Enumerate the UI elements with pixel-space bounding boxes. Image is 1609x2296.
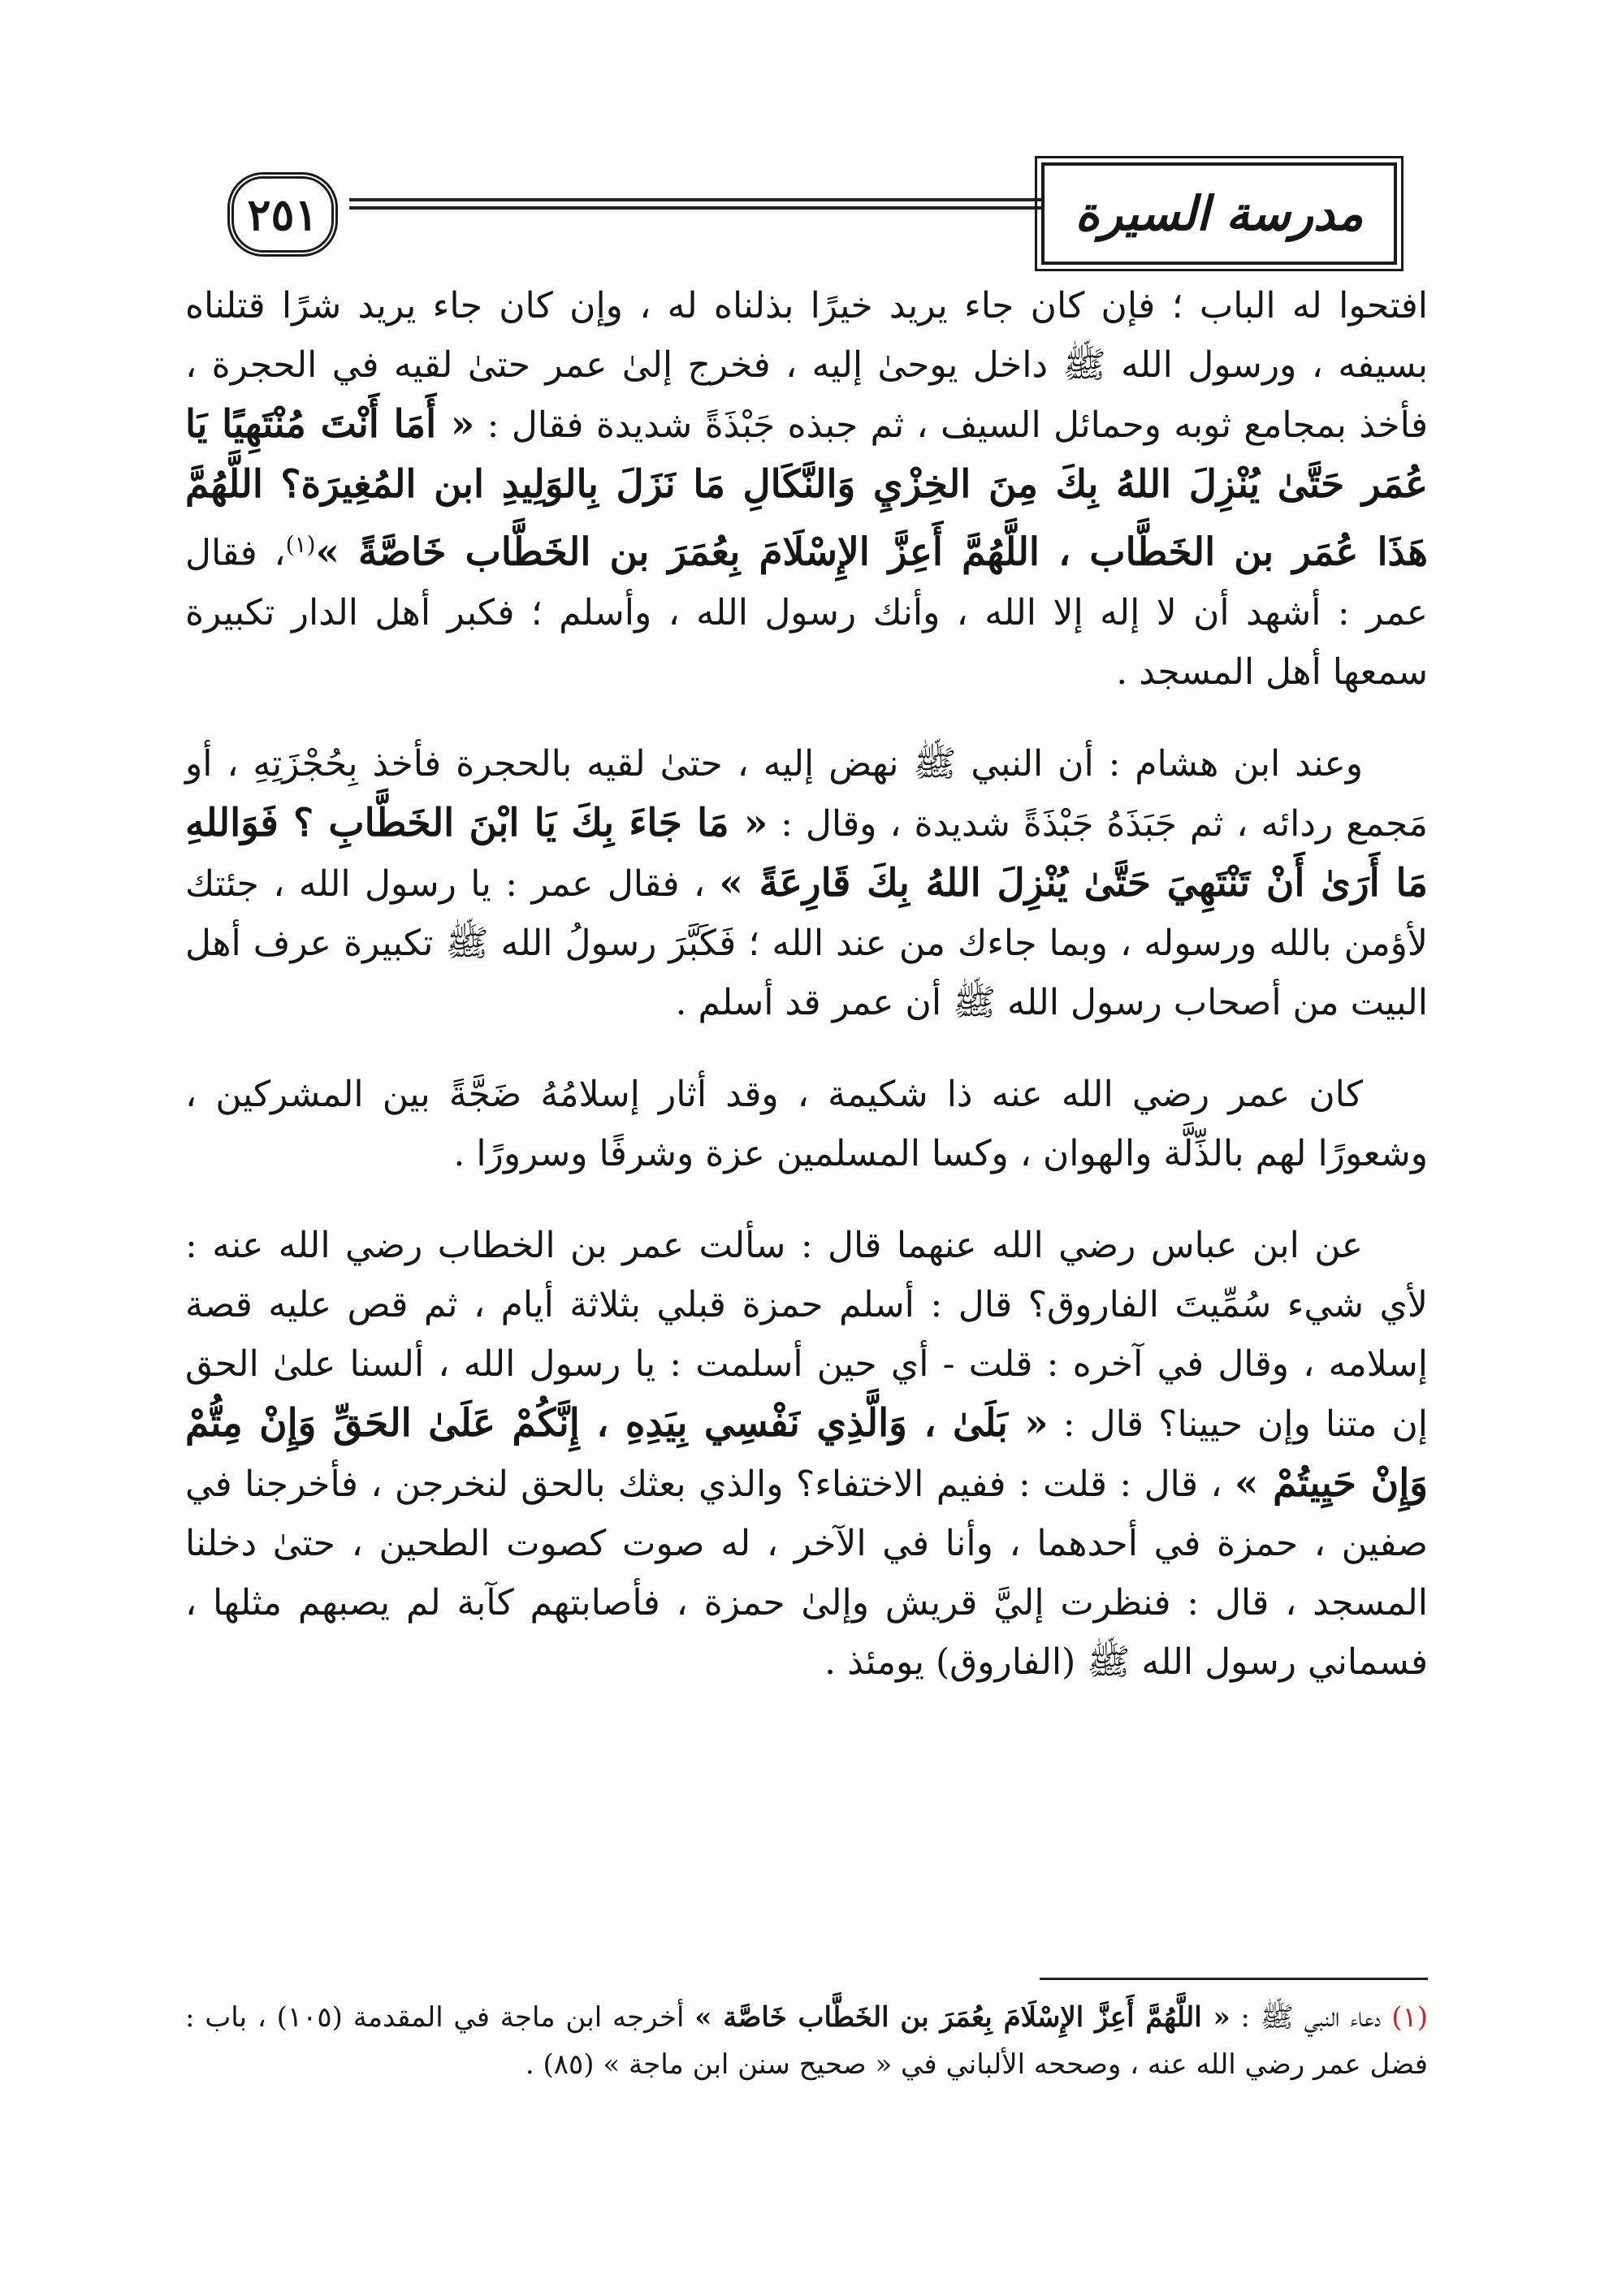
- running-title: مدرسة السيرة: [1041, 162, 1397, 265]
- text-segment: وعند ابن هشام : أن النبي ﷺ نهض إليه ، حتىٰ لقيه بالحجرة فأخذ بِحُجْزَتِهِ ، أو مَجمع ردائه ، ثم جَبَذَهُ جَبْذَةً شديدة ، وقال :: [185, 742, 1428, 845]
- paragraph-4: [185, 1216, 1428, 1692]
- text-segment: ، فقال عمر : يا رسول الله ، جئتك لأؤمن بالله ورسوله ، وبما جاءك من عند الله ؛ فَكَبَّرَ رسولُ الله ﷺ تكبيرة عرف أهل البيت من أصحاب رسول الله ﷺ أن عمر قد أسلم .: [185, 863, 1428, 1023]
- main-text: [185, 276, 1428, 1724]
- text-segment: ، فقال عمر : أشهد أن لا إله إلا الله ، وأنك رسول الله ، وأسلم ؛ فكبر أهل الدار تكبيرة سمعها أهل المسجد .: [185, 532, 1428, 693]
- text-segment: ، قال : قلت : ففيم الاختفاء؟ والذي بعثك بالحق لنخرجن ، فأخرجنا في صفين ، حمزة في أحدهما ، وأنا في الآخر ، له صوت كصوت الطحين ، حتىٰ دخلنا المسجد ، قال : فنظرت إليَّ قريش وإلىٰ حمزة ، فأصابتهم كآبة لم يصبهم مثلها ، فسماني رسول الله ﷺ (الفاروق) يومئذ .: [185, 1463, 1428, 1683]
- paragraph-1: [185, 276, 1428, 702]
- text-segment: عن ابن عباس رضي الله عنهما قال : سألت عمر بن الخطاب رضي الله عنه : لأي شيء سُمِّيتَ الفاروق؟ قال : أسلم حمزة قبلي بثلاثة أيام ، ثم قص عليه قصة إسلامه ، وقال في آخره : قلت - أي حين أسلمت : يا رسول الله ، ألسنا علىٰ الحق إن متنا وإن حيينا؟ قال :: [185, 1224, 1429, 1445]
- text-segment: كان عمر رضي الله عنه ذا شكيمة ، وقد أثار إسلامُهُ ضَجَّةً بين المشركين ، وشعورًا لهم بالذِّلَّة والهوان ، وكسا المسلمين عزة وشرفًا وسرورًا .: [185, 1073, 1428, 1174]
- footnote: [185, 1994, 1428, 2088]
- text-segment: افتحوا له الباب ؛ فإن كان جاء يريد خيرًا بذلناه له ، وإن كان جاء يريد شرًا قتلناه بسيفه ، ورسول الله ﷺ داخل يوحىٰ إليه ، فخرج إلىٰ عمر حتىٰ لقيه في الحجرة ، فأخذ بمجامع ثوبه وحمائل السيف ، ثم جبذه جَبْذَةً شديدة فقال :: [185, 285, 1429, 446]
- text-segment: دعاء النبي ﷺ :: [1230, 2001, 1392, 2034]
- hadith-quote: « أَمَا أَنْتَ مُنْتَهِيًا يَا عُمَر حَتَّىٰ يُنْزِلَ اللهُ بِكَ مِنَ الخِزْيِ وَالنَّكَالِ مَا نَزَلَ بِالوَلِيدِ ابن المُغِيرَة؟ اللَّهُمَّ هَذَا عُمَر بن الخَطَّاب ، اللَّهُمَّ أَعِزَّ الإِسْلَامَ بِعُمَرَ بن الخَطَّاب خَاصَّةً »: [185, 402, 1428, 575]
- hadith-quote: « اللَّهُمَّ أَعِزَّ الإِسْلَامَ بِعُمَرَ بن الخَطَّاب خَاصَّة »: [694, 2001, 1231, 2034]
- hadith-quote: « مَا جَاءَ بِكَ يَا ابْنَ الخَطَّابِ ؟ فَوَاللهِ مَا أَرَىٰ أَنْ تَنْتَهِيَ حَتَّىٰ يُنْزِلَ اللهُ بِكَ قَارِعَةً »: [185, 800, 1428, 906]
- footnote-marker: (١): [1391, 2001, 1428, 2034]
- page-header: [187, 162, 1430, 260]
- hadith-quote: « بَلَىٰ ، وَالَّذِي نَفْسِي بِيَدِهِ ، إِنَّكُمْ عَلَىٰ الحَقِّ وَإِنْ مِتُّمْ وَإِنْ حَيِيتُمْ »: [185, 1400, 1428, 1506]
- text-segment: أخرجه ابن ماجة في المقدمة (١٠٥) ، باب : فضل عمر رضي الله عنه ، وصححه الألباني في « صحيح سنن ابن ماجة » (٨٥) .: [185, 2001, 1428, 2081]
- paragraph-2: [185, 734, 1428, 1032]
- paragraph-3: [185, 1065, 1428, 1183]
- footnote-ref: (١): [285, 531, 316, 558]
- page-number: ٢٥١: [227, 172, 338, 257]
- footnote-divider: [1040, 1978, 1428, 1980]
